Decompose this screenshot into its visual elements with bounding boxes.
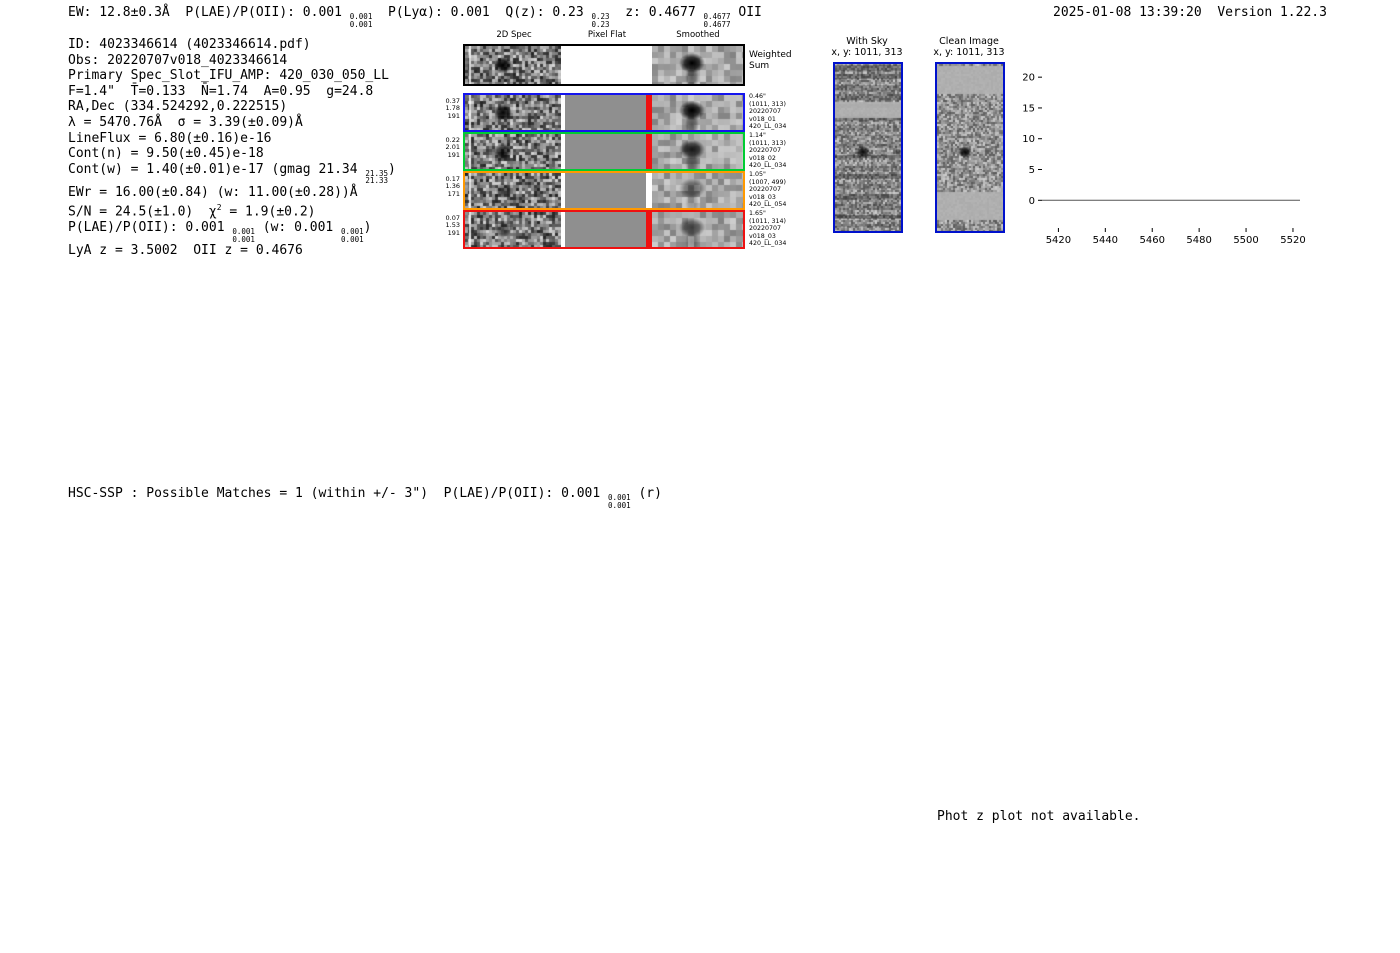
weight-value: 191 [447,150,460,159]
timestamp-version: 2025-01-08 13:39:20 Version 1.22.3 [1053,5,1327,20]
spec2d-noise-image [465,212,561,247]
weight-value: 0.22 [445,136,460,144]
fiber-info-line: v018_03 [749,193,776,201]
fiber-info-line: 20220707 [749,147,782,155]
summary-line: S/N = 24.5(±1.0) $\chi^2 = 1.9(\pm 0.2)$ [68,203,316,220]
stacked-fraction: 0.001 0.001 [232,227,255,244]
detection-summary-block [68,37,396,259]
y-tick-label: 0 [1028,195,1035,207]
weight-value: 1.78 [445,104,460,113]
photz-note: Phot z plot not available. [937,809,1141,824]
spec2d-pixel-flat [565,95,646,130]
spec2d-pixel-flat [565,173,646,208]
x-tick-label: 5480 [1186,235,1212,246]
summary-line: LineFlux = 6.80(±0.16)e-16 [68,130,272,146]
fiber-info-line: (1007, 499) [749,178,786,186]
fiber-info-line: 420_LL_034 [749,162,787,170]
weight-value: 2.01 [445,143,460,152]
emission-line-fit-plot [1008,46,1308,250]
spec2d-smoothed-image [652,46,743,84]
weighted-sum-line: Sum [749,61,770,71]
spec2d-strip [463,93,745,132]
spec2d-row-weights [438,98,460,120]
stacked-fraction: 0.23 0.23 [591,12,610,29]
spec2d-smoothed-image [652,173,743,208]
stacked-fraction: 0.001 0.001 [341,227,364,244]
weight-value: 171 [447,189,460,198]
spec2d-row-info [749,93,813,131]
summary-header-line: EW: 12.8±0.3Å P(LAE)/P(OII): 0.001 0.001 0.001 P(Lyα): 0.001 Q(z): 0.23 0.23 0.23 z: 0.4677 0.4677 0.4677 OII [68,5,762,29]
superscript: 2 [216,203,222,213]
sky-panel-title: With Sky [846,36,888,47]
sky-panel-coords: x, y: 1011, 313 [933,47,1005,58]
spec2d-pixel-flat [565,134,646,169]
spec2d-row-info [749,171,813,209]
weight-value: 1.36 [445,182,460,191]
spec2d-col-header: Pixel Flat [587,30,627,40]
line-fit-svg [1008,46,1308,246]
summary-line: RA,Dec (334.524292,0.222515) [68,99,288,115]
weight-value: 0.17 [445,175,460,183]
y-tick-label: 15 [1022,103,1035,115]
summary-line: Cont(n) = 9.50(±0.45)e-18 [68,146,264,162]
spec2d-pixel-flat [565,46,646,84]
fiber-info-line: (1011, 314) [749,217,786,225]
weight-value: 0.07 [445,214,460,222]
fiber-info-line: 0.46" [749,93,766,100]
summary-line: λ = 5470.76Å σ = 3.39(±0.09)Å [68,114,303,130]
x-tick-label: 5460 [1139,235,1165,246]
spec2d-smoothed-image [652,134,743,169]
spec2d-row-weights [438,137,460,159]
fiber-info-line: 20220707 [749,225,782,233]
stacked-fraction: 0.4677 0.4677 [703,12,731,29]
x-tick-label: 5440 [1092,235,1119,246]
x-tick-label: 5420 [1045,235,1072,246]
spec2d-row-weights [438,176,460,198]
sky-panel-title: Clean Image [939,36,999,47]
fiber-info-line: 420_LL_034 [749,240,787,248]
summary-line: Primary Spec_Slot_IFU_AMP: 420_030_050_LL [68,68,389,84]
summary-line: LyA z = 3.5002 OII z = 0.4676 [68,243,303,259]
spec2d-strip [463,171,745,210]
fiber-info-line: 1.05" [749,171,766,178]
x-tick-label: 5520 [1280,235,1306,246]
summary-line: EWr = 16.00(±0.84) (w: 11.00(±0.28))Å [68,184,358,200]
summary-line: Obs: 20220707v018_4023346614 [68,52,288,68]
fiber-info-line: (1011, 313) [749,100,786,108]
y-tick-label: 10 [1022,134,1035,146]
weight-value: 1.53 [445,221,460,230]
summary-line: Cont(w) = 1.40(±0.01)e-17 (gmag 21.34 21.35 21.33 ) [68,161,396,186]
x-tick-label: 5500 [1233,235,1259,246]
spec2d-col-header: Smoothed [676,30,720,40]
spec2d-strip [463,132,745,171]
fiber-info-line: 20220707 [749,186,782,194]
spec2d-noise-image [465,95,561,130]
spec2d-noise-image [465,134,561,169]
clean-image [935,62,1005,233]
fiber-info-line: 420_LL_034 [749,123,787,131]
fiber-info-line: 1.14" [749,132,766,139]
summary-line: ID: 4023346614 (4023346614.pdf) [68,37,311,52]
weighted-sum-line: Weighted [749,50,792,60]
spec2d-row-weights [438,215,460,237]
spec2d-col-header: 2D Spec [496,30,532,40]
spec2d-noise-image [465,173,561,208]
weight-value: 0.37 [445,97,460,105]
sky-panel-coords: x, y: 1011, 313 [831,47,903,58]
y-tick-label: 5 [1028,165,1035,177]
spec2d-smoothed-image [652,212,743,247]
stacked-fraction: 0.001 0.001 [349,12,373,29]
fiber-info-line: 1.65" [749,210,766,217]
weight-value: 191 [447,111,460,120]
fiber-info-line: v018_01 [749,115,776,123]
spec2d-row-info [749,210,813,248]
weighted-sum-label [749,50,809,72]
fiber-info-line: (1011, 313) [749,139,786,147]
summary-line: F=1.4" T̄=0.133 N̄=1.74 A=0.95 g=24.8 [68,83,374,99]
stacked-fraction: 0.001 0.001 [608,493,631,510]
summary-line: P(LAE)/P(OII): 0.001 0.001 0.001 (w: 0.001 0.001 0.001 ) [68,220,372,244]
fiber-info-line: 20220707 [749,108,782,116]
spec2d-noise-image [465,46,561,84]
spec2d-pixel-flat [565,212,646,247]
stacked-fraction: 21.35 21.33 [365,168,388,186]
spec2d-strip [463,210,745,249]
y-tick-label: 20 [1022,72,1035,84]
fiber-info-line: 420_LL_054 [749,201,787,209]
spec2d-row-info [749,132,813,170]
spec2d-strip [463,44,745,86]
fiber-info-line: v018_03 [749,232,776,240]
fiber-info-line: v018_02 [749,154,776,162]
weight-value: 191 [447,228,460,237]
spec2d-smoothed-image [652,95,743,130]
hsc-matches-header: HSC-SSP : Possible Matches = 1 (within +/- 3") P(LAE)/P(OII): 0.001 0.001 0.001 (r) [68,486,662,510]
with-sky-image [833,62,903,233]
